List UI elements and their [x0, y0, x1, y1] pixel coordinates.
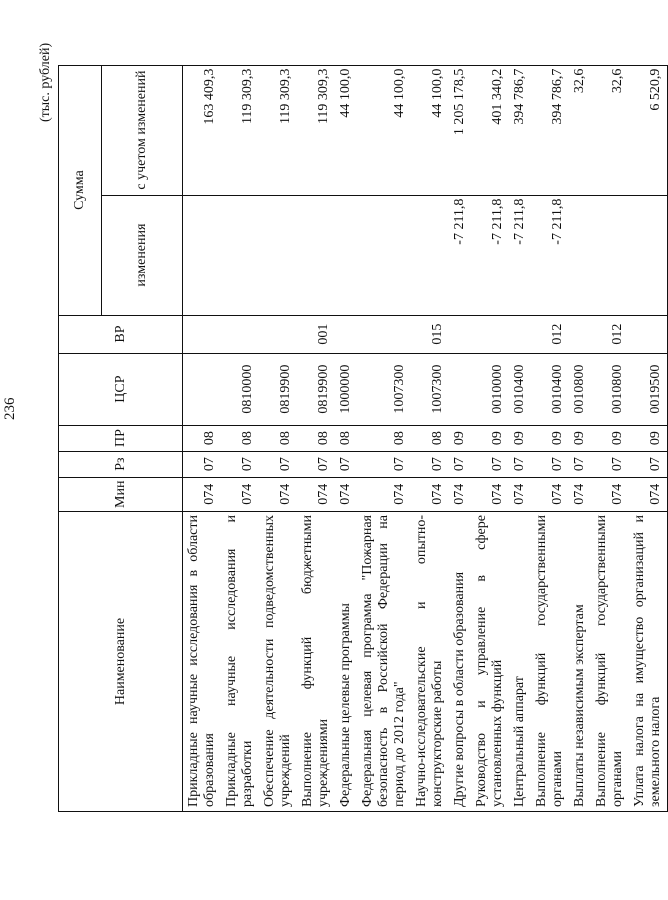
row-vr — [449, 315, 471, 353]
row-vr — [471, 315, 509, 353]
row-total: 394 786,7 — [531, 65, 569, 195]
row-total: 6 520,9 — [629, 65, 668, 195]
row-name: Обеспечение деятельности подведомственных учреждений — [259, 512, 297, 812]
row-pr: 08 — [221, 425, 259, 451]
row-csr: 1007300 — [357, 353, 411, 425]
col-pr-header: ПР — [59, 425, 183, 451]
row-csr: 1007300 — [411, 353, 449, 425]
row-min: 074 — [449, 477, 471, 511]
row-vr — [259, 315, 297, 353]
row-rz: 07 — [591, 451, 629, 477]
row-pr: 09 — [629, 425, 668, 451]
page-number: 236 — [2, 397, 18, 420]
row-total: 32,6 — [569, 65, 591, 195]
row-rz: 07 — [221, 451, 259, 477]
row-csr — [449, 353, 471, 425]
row-change — [335, 195, 357, 315]
row-rz: 07 — [531, 451, 569, 477]
row-rz: 07 — [629, 451, 668, 477]
table-row — [411, 65, 449, 811]
row-name: Выполнение функций государственными органами — [591, 512, 629, 812]
table-row — [183, 65, 222, 811]
row-min: 074 — [569, 477, 591, 511]
row-csr: 0010400 — [509, 353, 531, 425]
row-min: 074 — [357, 477, 411, 511]
table-row — [629, 65, 668, 811]
row-rz: 07 — [449, 451, 471, 477]
row-rz: 07 — [183, 451, 222, 477]
table-row — [259, 65, 297, 811]
row-change — [221, 195, 259, 315]
row-vr: 012 — [531, 315, 569, 353]
row-change — [183, 195, 222, 315]
row-vr — [357, 315, 411, 353]
row-vr — [629, 315, 668, 353]
row-pr: 09 — [569, 425, 591, 451]
row-rz: 07 — [357, 451, 411, 477]
row-vr — [569, 315, 591, 353]
row-min: 074 — [297, 477, 335, 511]
row-csr: 0010000 — [471, 353, 509, 425]
col-csr-header: ЦСР — [59, 353, 183, 425]
row-rz: 07 — [411, 451, 449, 477]
row-csr: 0019500 — [629, 353, 668, 425]
row-name: Выплаты независимым экспертам — [569, 512, 591, 812]
table-row — [509, 65, 531, 811]
row-rz: 07 — [335, 451, 357, 477]
row-change: -7 211,8 — [471, 195, 509, 315]
table-row — [335, 65, 357, 811]
row-name: Центральный аппарат — [509, 512, 531, 812]
row-csr: 0819900 — [259, 353, 297, 425]
row-pr: 08 — [411, 425, 449, 451]
row-total: 44 100,0 — [335, 65, 357, 195]
col-changes-header: изменения — [102, 195, 183, 315]
table-row — [297, 65, 335, 811]
units-label: (тыс. рублей) — [38, 42, 53, 122]
row-name: Научно-исследовательские и опытно-конструкторские работы — [411, 512, 449, 812]
table-row — [531, 65, 569, 811]
row-rz: 07 — [569, 451, 591, 477]
row-name: Выполнение функций государственными органами — [531, 512, 569, 812]
col-min-header: Мин — [59, 477, 183, 511]
row-total: 1 205 178,5 — [449, 65, 471, 195]
row-change — [259, 195, 297, 315]
row-vr: 001 — [297, 315, 335, 353]
row-name: Федеральные целевые программы — [335, 512, 357, 812]
row-name: Прикладные научные исследования и разработки — [221, 512, 259, 812]
table-row — [569, 65, 591, 811]
row-min: 074 — [471, 477, 509, 511]
row-change: -7 211,8 — [509, 195, 531, 315]
row-name: Федеральная целевая программа "Пожарная безопасность в Российской Федерации на период до 2012 года" — [357, 512, 411, 812]
row-csr: 0010800 — [591, 353, 629, 425]
row-total: 119 309,3 — [221, 65, 259, 195]
row-pr: 09 — [509, 425, 531, 451]
row-pr: 08 — [335, 425, 357, 451]
row-total: 119 309,3 — [259, 65, 297, 195]
row-pr: 09 — [531, 425, 569, 451]
row-change — [357, 195, 411, 315]
row-total: 44 100,0 — [411, 65, 449, 195]
row-change — [629, 195, 668, 315]
row-vr: 015 — [411, 315, 449, 353]
row-vr — [335, 315, 357, 353]
row-min: 074 — [411, 477, 449, 511]
table-row — [449, 65, 471, 811]
row-min: 074 — [335, 477, 357, 511]
table-row — [357, 65, 411, 811]
row-csr: 0010400 — [531, 353, 569, 425]
row-min: 074 — [509, 477, 531, 511]
row-pr: 08 — [357, 425, 411, 451]
row-rz: 07 — [297, 451, 335, 477]
row-min: 074 — [531, 477, 569, 511]
row-name: Другие вопросы в области образования — [449, 512, 471, 812]
row-vr — [221, 315, 259, 353]
table-row — [221, 65, 259, 811]
col-vr-header: ВР — [59, 315, 183, 353]
row-total: 119 309,3 — [297, 65, 335, 195]
row-vr — [183, 315, 222, 353]
row-pr: 08 — [297, 425, 335, 451]
row-total: 401 340,2 — [471, 65, 509, 195]
row-min: 074 — [183, 477, 222, 511]
row-min: 074 — [221, 477, 259, 511]
col-name-header: Наименование — [59, 512, 183, 812]
row-pr: 09 — [471, 425, 509, 451]
row-csr: 1000000 — [335, 353, 357, 425]
row-pr: 08 — [259, 425, 297, 451]
row-pr: 08 — [183, 425, 222, 451]
row-name: Руководство и управление в сфере установленных функций — [471, 512, 509, 812]
row-min: 074 — [259, 477, 297, 511]
col-with-changes-header: с учетом изменений — [102, 65, 183, 195]
row-change — [569, 195, 591, 315]
row-min: 074 — [591, 477, 629, 511]
row-change — [411, 195, 449, 315]
row-total: 163 409,3 — [183, 65, 222, 195]
row-vr: 012 — [591, 315, 629, 353]
row-change: -7 211,8 — [449, 195, 471, 315]
budget-table — [58, 65, 668, 812]
row-name: Прикладные научные исследования в области образования — [183, 512, 222, 812]
row-total: 44 100,0 — [357, 65, 411, 195]
row-min: 074 — [629, 477, 668, 511]
row-csr: 0810000 — [221, 353, 259, 425]
col-sum-header: Сумма — [59, 65, 102, 315]
row-change: -7 211,8 — [531, 195, 569, 315]
table-row — [471, 65, 509, 811]
row-rz: 07 — [259, 451, 297, 477]
row-change — [297, 195, 335, 315]
row-rz: 07 — [509, 451, 531, 477]
row-csr: 0819900 — [297, 353, 335, 425]
table-body — [183, 65, 668, 811]
row-pr: 09 — [591, 425, 629, 451]
row-rz: 07 — [471, 451, 509, 477]
row-name: Уплата налога на имущество организаций и земельного налога — [629, 512, 668, 812]
row-vr — [509, 315, 531, 353]
table-row — [591, 65, 629, 811]
row-total: 32,6 — [591, 65, 629, 195]
row-pr: 09 — [449, 425, 471, 451]
col-rz-header: Рз — [59, 451, 183, 477]
row-csr — [183, 353, 222, 425]
row-total: 394 786,7 — [509, 65, 531, 195]
row-name: Выполнение функций бюджетными учреждениями — [297, 512, 335, 812]
row-change — [591, 195, 629, 315]
row-csr: 0010800 — [569, 353, 591, 425]
